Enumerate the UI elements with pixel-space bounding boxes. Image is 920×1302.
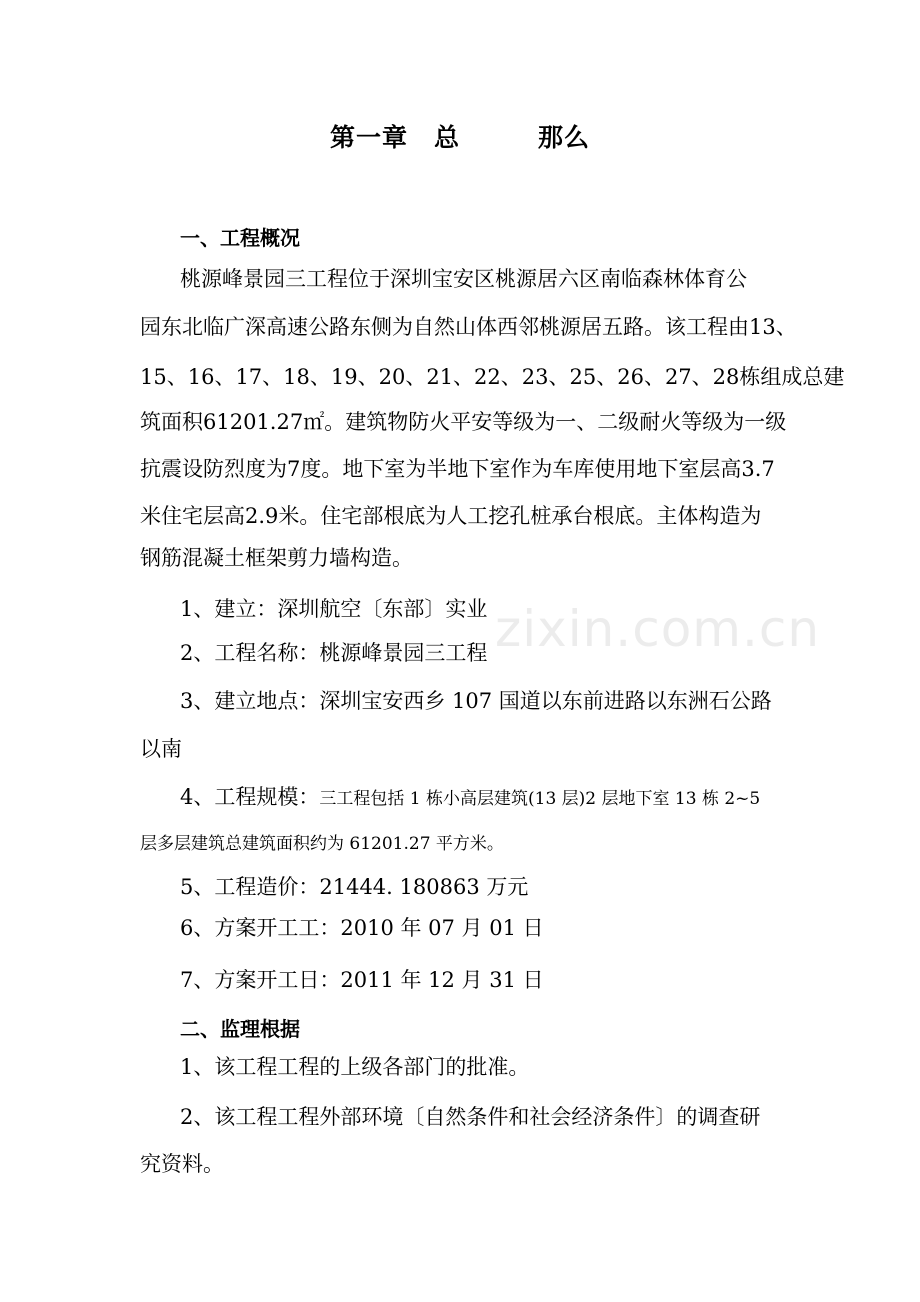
list-item-end-date: 7、方案开工日：2011 年 12 月 31 日 [180,968,544,992]
overview-line: 园东北临广深高速公路东侧为自然山体西邻桃源居五路。该工程由13、 [140,315,797,339]
overview-line: 15、16、17、18、19、20、21、22、23、25、26、27、28栋组成总建 [140,365,845,389]
list-item-location-cont: 以南 [140,737,182,761]
basis-item-2-cont: 究资料。 [140,1152,224,1176]
overview-line: 筑面积61201.27㎡。建筑物防火平安等级为一、二级耐火等级为一级 [140,410,787,434]
list-item-builder: 1、建立：深圳航空〔东部〕实业 [180,597,488,621]
overview-line: 抗震设防烈度为7度。地下室为半地下室作为车库使用地下室层高3.7 [140,457,775,481]
chapter-title: 第一章 总 那么 [329,123,590,152]
list-item-location: 3、建立地点：深圳宝安西乡 107 国道以东前进路以东洲石公路 [180,689,772,713]
section-heading-overview: 一、工程概况 [180,226,300,250]
list-item-start-date: 6、方案开工工：2010 年 07 月 01 日 [180,916,544,940]
section-heading-basis: 二、监理根据 [180,1017,300,1041]
list-item-scale-cont: 层多层建筑总建筑面积约为 61201.27 平方米。 [140,834,504,854]
watermark: zixin.com.cn [495,600,821,658]
list-item-scale-label: 4、工程规模： [180,785,320,809]
list-item-scale [180,781,760,811]
list-item-scale-text: 三工程包括 1 栋小高层建筑(13 层)2 层地下室 13 栋 2~5 [319,789,761,809]
basis-item-2: 2、该工程工程外部环境〔自然条件和社会经济条件〕的调查研 [180,1105,761,1129]
list-item-cost: 5、工程造价：21444. 180863 万元 [180,875,529,899]
basis-item-1: 1、该工程工程的上级各部门的批准。 [180,1055,530,1079]
overview-line: 米住宅层高2.9米。住宅部根底为人工挖孔桩承台根底。主体构造为 [140,504,762,528]
list-item-project-name: 2、工程名称：桃源峰景园三工程 [180,641,488,665]
overview-line: 桃源峰景园三工程位于深圳宝安区桃源居六区南临森林体育公 [180,267,747,291]
overview-line: 钢筋混凝土框架剪力墙构造。 [140,546,413,570]
